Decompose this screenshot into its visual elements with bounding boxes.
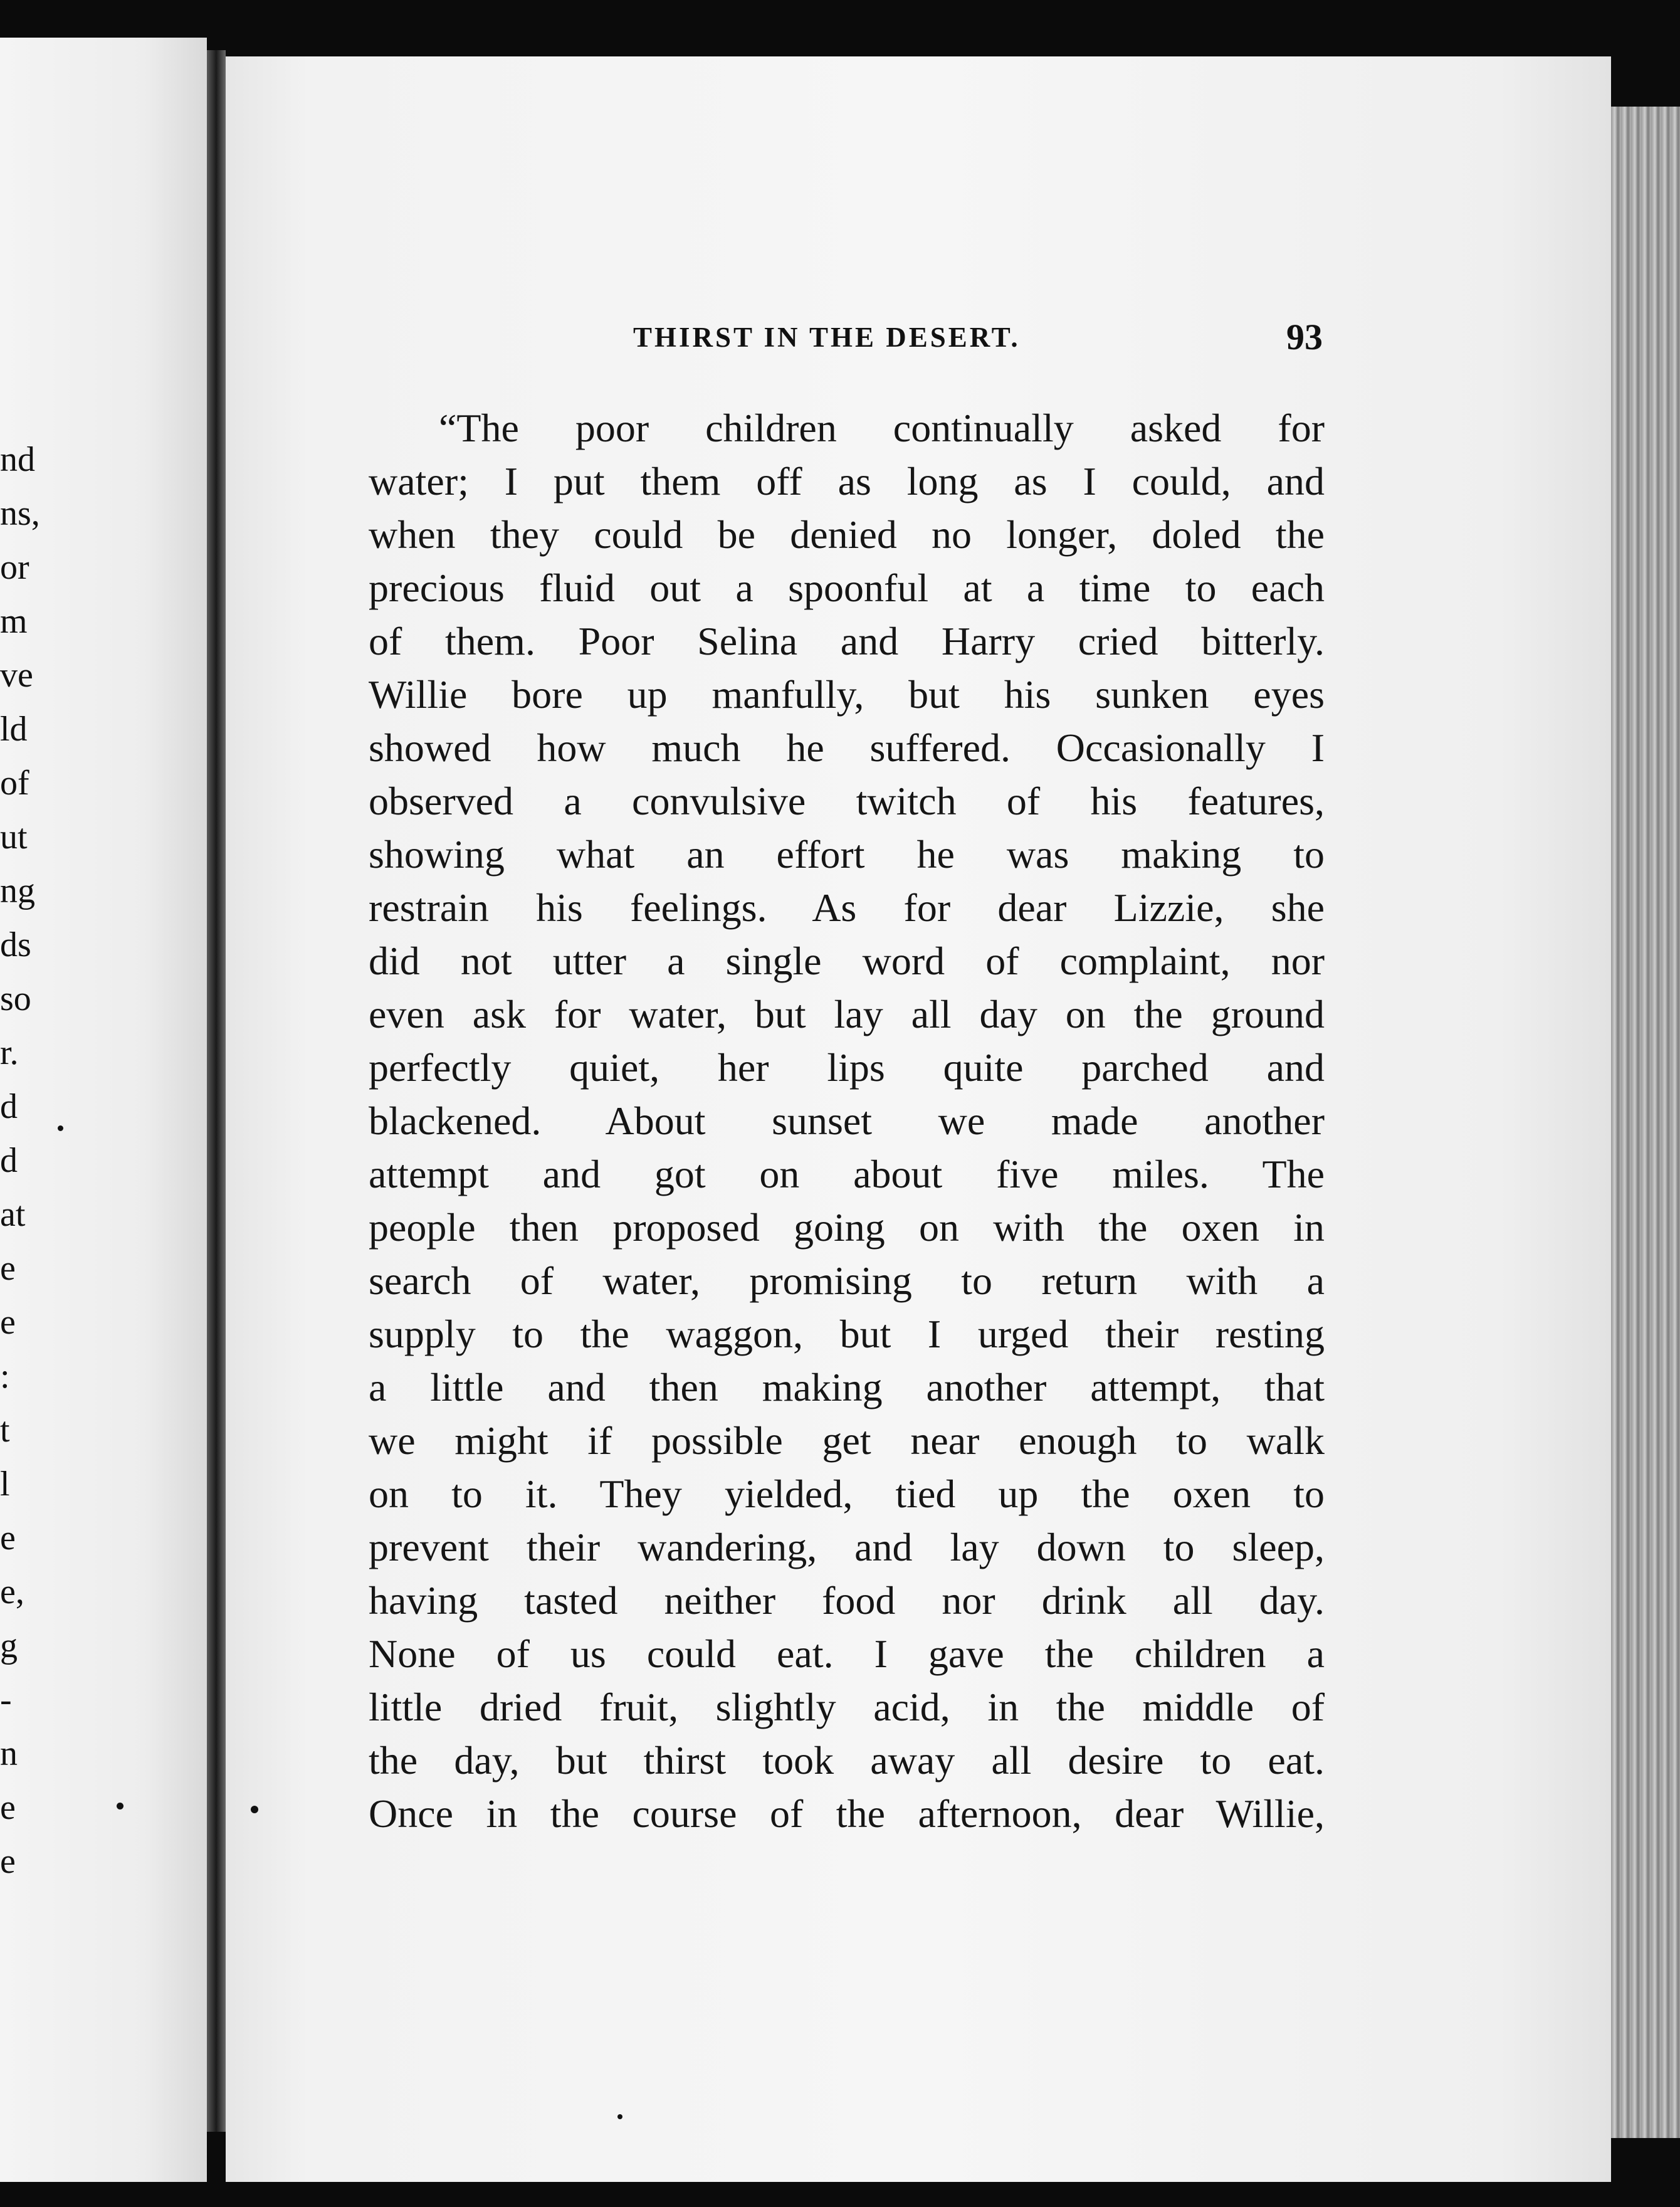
left-fragment-line: ve (0, 656, 33, 695)
text-line: when they could be denied no longer, doled the (369, 512, 1325, 557)
text-line: having tasted neither food nor drink all day. (369, 1578, 1325, 1623)
left-fragment-line: nd (0, 440, 35, 479)
running-head (633, 317, 1323, 371)
text-line: “The poor children continually asked for (439, 406, 1325, 450)
left-fragment-line: ut (0, 818, 28, 856)
left-fragment-line: e (0, 1303, 16, 1342)
text-line: people then proposed going on with the oxen in (369, 1205, 1325, 1250)
page-block-edge (1611, 107, 1680, 2138)
left-fragment-line: e (0, 1249, 16, 1288)
body-text (369, 401, 1325, 1840)
text-line: a little and then making another attempt, that (369, 1365, 1325, 1409)
text-line: perfectly quiet, her lips quite parched and (369, 1045, 1325, 1090)
left-fragment-line: e (0, 1842, 16, 1881)
left-fragment-line: e (0, 1788, 16, 1827)
left-fragment-line: e, (0, 1572, 24, 1611)
scan-speck (117, 1803, 123, 1809)
left-fragment-line: m (0, 602, 28, 641)
text-line: little dried fruit, slightly acid, in the middle of (369, 1685, 1325, 1729)
page-number: 93 (1286, 317, 1323, 357)
facing-page-left (0, 38, 207, 2182)
text-line: None of us could eat. I gave the children a (369, 1631, 1325, 1676)
text-line: even ask for water, but lay all day on the ground (369, 992, 1325, 1036)
text-line: the day, but thirst took away all desire to eat. (369, 1738, 1325, 1783)
text-line: water; I put them off as long as I could, and (369, 459, 1325, 503)
left-fragment-line: ng (0, 872, 35, 910)
left-fragment-line: g (0, 1626, 18, 1665)
left-fragment-line: d (0, 1141, 18, 1180)
scan-speck (617, 2114, 622, 2119)
text-line: restrain his feelings. As for dear Lizzie, she (369, 885, 1325, 930)
text-line: we might if possible get near enough to walk (369, 1418, 1325, 1463)
text-line: search of water, promising to return with a (369, 1258, 1325, 1303)
left-fragment-line: ld (0, 710, 28, 749)
left-fragment-line: of (0, 764, 29, 803)
left-fragment-line: t (0, 1411, 10, 1450)
text-line: precious fluid out a spoonful at a time to each (369, 566, 1325, 610)
text-line: of them. Poor Selina and Harry cried bitterly. (369, 619, 1325, 663)
book-gutter (207, 50, 226, 2132)
left-fragment-line: r. (0, 1033, 19, 1072)
text-line: showing what an effort he was making to (369, 832, 1325, 877)
text-line: did not utter a single word of complaint, nor (369, 939, 1325, 983)
left-fragment-line: l (0, 1465, 10, 1504)
text-line: supply to the waggon, but I urged their resting (369, 1312, 1325, 1356)
text-line: prevent their wandering, and lay down to sleep, (369, 1525, 1325, 1569)
text-line: showed how much he suffered. Occasionally I (369, 725, 1325, 770)
left-fragment-line: or (0, 548, 29, 587)
left-fragment-line: at (0, 1195, 26, 1234)
scan-speck (251, 1806, 258, 1813)
text-line: Willie bore up manfully, but his sunken eyes (369, 672, 1325, 717)
scan-speck (58, 1125, 63, 1131)
left-fragment-line: d (0, 1087, 18, 1126)
left-fragment-line: ns, (0, 494, 40, 533)
left-fragment-line: : (0, 1357, 10, 1396)
text-line: attempt and got on about five miles. The (369, 1152, 1325, 1196)
left-fragment-line: - (0, 1680, 12, 1719)
running-head-title: THIRST IN THE DESERT. (633, 322, 1021, 353)
text-line: on to it. They yielded, tied up the oxen to (369, 1472, 1325, 1516)
text-line: observed a convulsive twitch of his features, (369, 779, 1325, 823)
left-fragment-line: so (0, 979, 31, 1018)
left-fragment-line: n (0, 1734, 18, 1773)
text-line: blackened. About sunset we made another (369, 1098, 1325, 1143)
left-page-text-fragments (0, 433, 63, 1888)
left-fragment-line: e (0, 1519, 16, 1557)
text-line: Once in the course of the afternoon, dear Willie, (369, 1791, 1325, 1836)
left-fragment-line: ds (0, 925, 31, 964)
